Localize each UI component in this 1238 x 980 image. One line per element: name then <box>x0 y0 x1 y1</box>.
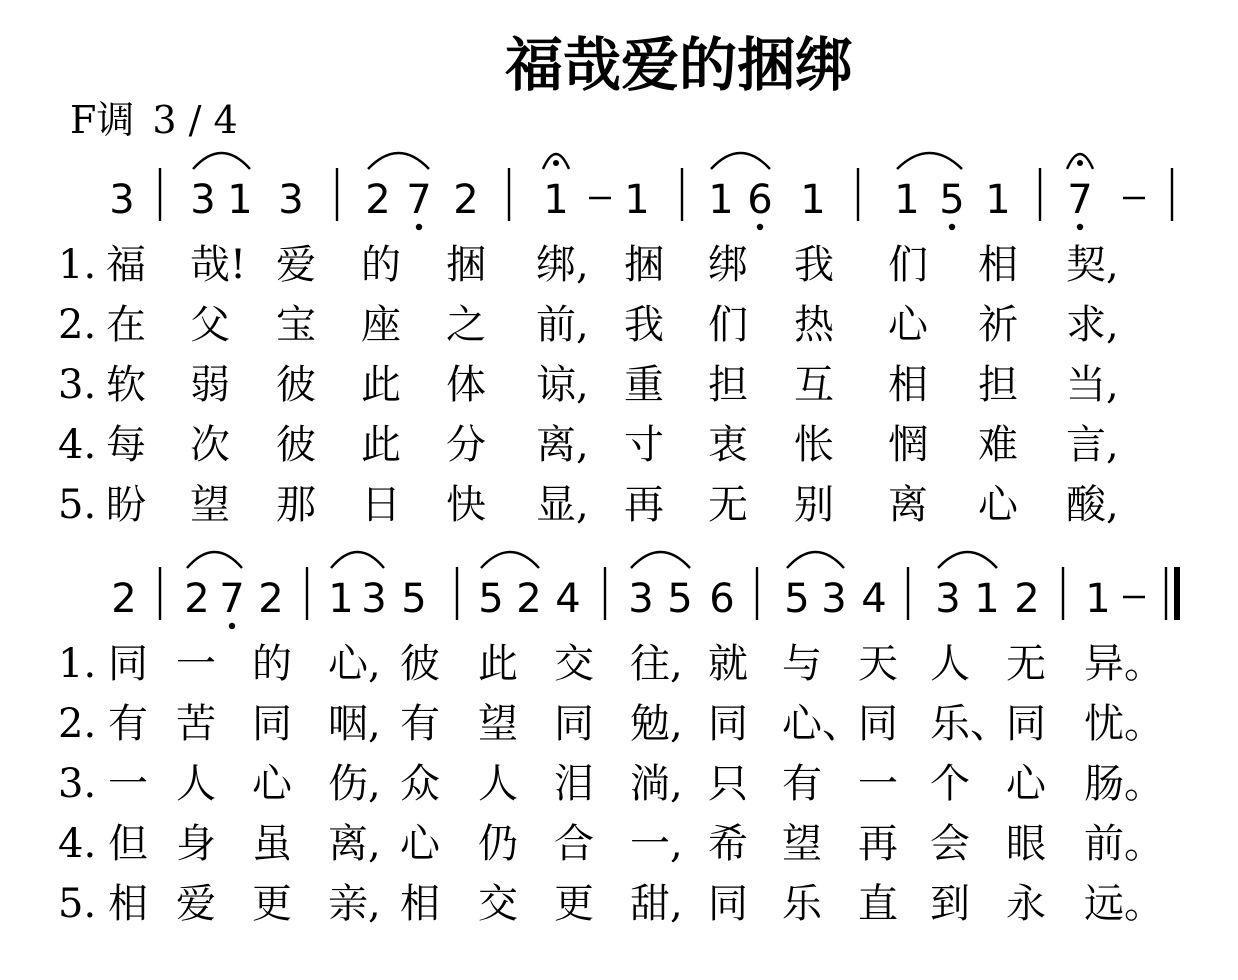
slur <box>331 552 384 568</box>
lyric-char: 望 <box>190 482 230 528</box>
slur <box>897 153 962 169</box>
lower-octave-dot <box>949 224 955 230</box>
lyric-char: 一 <box>176 641 216 687</box>
lyric-char: 同 <box>554 701 594 747</box>
note: 3 <box>821 576 847 622</box>
lyric-char: 伤, <box>328 761 381 807</box>
lyric-char: 有 <box>108 701 148 747</box>
lyric-char: 热 <box>794 302 834 348</box>
lyric-char: 捆 <box>624 242 664 288</box>
lyric-char: 忧。 <box>1084 701 1164 747</box>
lyric-char: 乐、 <box>930 701 1010 747</box>
note: 6 <box>747 177 773 223</box>
lyric-char: 相 <box>978 242 1018 288</box>
lyric-char: 言, <box>1066 422 1119 468</box>
lyric-char: 与 <box>782 641 822 687</box>
lyric-char: 人 <box>176 761 216 807</box>
verse-number: 2. <box>58 701 97 747</box>
lyric-char: 相 <box>400 881 440 927</box>
lyric-char: 相 <box>108 881 148 927</box>
lyric-char: 到 <box>930 881 970 927</box>
lyric-char: 相 <box>888 362 928 408</box>
lyric-char: 异。 <box>1084 641 1164 687</box>
verse-number: 3. <box>58 362 97 408</box>
lyric-char: 同 <box>1006 701 1046 747</box>
lower-octave-dot <box>229 623 235 629</box>
lyric-char: 只 <box>708 761 748 807</box>
lyric-char: 别 <box>794 482 834 528</box>
verse-number: 4. <box>58 422 97 468</box>
verse-number: 3. <box>58 761 97 807</box>
lyric-char: 们 <box>708 302 748 348</box>
lyric-char: 当, <box>1066 362 1119 408</box>
lyric-char: 心 <box>1006 761 1046 807</box>
lyric-char: 的 <box>361 242 401 288</box>
lyric-char: 祈 <box>978 302 1018 348</box>
verse-number: 1. <box>58 242 97 288</box>
lyric-char: 离 <box>888 482 928 528</box>
note: 1 <box>894 177 920 223</box>
lyric-char: 的 <box>252 641 292 687</box>
lyric-char: 但 <box>108 821 148 867</box>
lyric-char: 眼 <box>1006 821 1046 867</box>
slur <box>368 153 429 169</box>
slur <box>187 552 242 568</box>
lyric-char: 离, <box>328 821 381 867</box>
lyric-char: 有 <box>400 701 440 747</box>
lyric-char: 希 <box>708 821 748 867</box>
lyric-char: 前。 <box>1084 821 1164 867</box>
note: 4 <box>861 576 887 622</box>
lyric-char: 酸, <box>1066 482 1119 528</box>
lyric-char: 心、 <box>782 701 862 747</box>
verse-number: 1. <box>58 641 97 687</box>
lyric-char: 软 <box>106 362 146 408</box>
verse-number: 4. <box>58 821 97 867</box>
time-signature: 3 / 4 <box>152 98 238 142</box>
lyric-char: 日 <box>361 482 401 528</box>
lyric-char: 淌, <box>630 761 683 807</box>
lower-octave-dot <box>416 224 422 230</box>
lyric-char: 永 <box>1006 881 1046 927</box>
lyric-char: 泪 <box>554 761 594 807</box>
lyric-char: 弱 <box>190 362 230 408</box>
lyric-char: 心 <box>252 761 292 807</box>
lyric-char: 我 <box>624 302 664 348</box>
lyric-char: 体 <box>446 362 486 408</box>
note: 7 <box>1067 177 1093 223</box>
slur <box>711 153 770 169</box>
lyric-char: 勉, <box>630 701 683 747</box>
lyric-char: 之 <box>446 302 486 348</box>
lyric-char: 担 <box>708 362 748 408</box>
lyric-char: 虽 <box>252 821 292 867</box>
lyric-char: 天 <box>858 641 898 687</box>
lyric-char: 仍 <box>478 821 518 867</box>
note: 3 <box>628 576 654 622</box>
note: 2 <box>516 576 542 622</box>
note: 2 <box>365 177 391 223</box>
slur <box>938 552 997 568</box>
lyric-char: 有 <box>782 761 822 807</box>
slur <box>193 153 250 169</box>
lyric-char: 更 <box>554 881 594 927</box>
pickup-note: 2 <box>111 576 137 622</box>
note: 1 <box>227 177 253 223</box>
verse-number: 5. <box>58 881 97 927</box>
note: 3 <box>361 576 387 622</box>
pickup-note: 3 <box>109 177 135 223</box>
note: 6 <box>709 576 735 622</box>
lyric-char: 同 <box>108 641 148 687</box>
slur <box>481 552 539 568</box>
lyric-char: 再 <box>858 821 898 867</box>
lyric-char: 哉! <box>190 242 247 288</box>
lyric-char: 互 <box>794 362 834 408</box>
lyric-char: 众 <box>400 761 440 807</box>
lyric-char: 乐 <box>782 881 822 927</box>
lyric-char: 同 <box>858 701 898 747</box>
lyric-char: 心 <box>888 302 928 348</box>
note: 1 <box>1085 576 1111 622</box>
lyric-char: 那 <box>276 482 316 528</box>
note: 5 <box>478 576 504 622</box>
lyric-char: 我 <box>794 242 834 288</box>
lyric-char: 会 <box>930 821 970 867</box>
fermata-dot <box>553 160 559 166</box>
note: 3 <box>935 576 961 622</box>
note: 5 <box>784 576 810 622</box>
fermata-dot <box>1077 160 1083 166</box>
lyric-char: 身 <box>176 821 216 867</box>
lyric-char: 此 <box>361 422 401 468</box>
lyric-char: 离, <box>536 422 589 468</box>
lyric-char: 个 <box>930 761 970 807</box>
lyric-char: 合 <box>554 821 594 867</box>
lyric-char: 爱 <box>176 881 216 927</box>
lyric-char: 一 <box>108 761 148 807</box>
lyric-char: 在 <box>106 302 146 348</box>
lyric-char: 此 <box>478 641 518 687</box>
lyric-char: 人 <box>478 761 518 807</box>
note: 4 <box>555 576 581 622</box>
lyric-char: 分 <box>446 422 486 468</box>
lower-octave-dot <box>757 224 763 230</box>
lyric-char: 同 <box>708 701 748 747</box>
lyric-char: 契, <box>1066 242 1119 288</box>
slur <box>787 552 844 568</box>
note: 2 <box>184 576 210 622</box>
lyric-char: 心 <box>400 821 440 867</box>
lyric-char: 苦 <box>176 701 216 747</box>
lyric-char: 前, <box>536 302 589 348</box>
lyric-char: 远。 <box>1084 881 1164 927</box>
lyric-char: 谅, <box>536 362 589 408</box>
verse-number: 2. <box>58 302 97 348</box>
lyric-char: 寸 <box>624 422 664 468</box>
lyric-char: 每 <box>106 422 146 468</box>
lyric-char: 彼 <box>400 641 440 687</box>
lyric-char: 亲, <box>328 881 381 927</box>
note: 1 <box>543 177 569 223</box>
lyric-char: 同 <box>708 881 748 927</box>
lyric-char: 一, <box>630 821 683 867</box>
lyric-char: 宝 <box>276 302 316 348</box>
note: 2 <box>453 177 479 223</box>
slur <box>631 552 690 568</box>
song-title: 福哉爱的捆绑 <box>504 31 853 99</box>
lyric-char: 爱 <box>276 242 316 288</box>
lyric-char: 求, <box>1066 302 1119 348</box>
note: 3 <box>278 177 304 223</box>
lyric-char: 再 <box>624 482 664 528</box>
lyric-char: 望 <box>782 821 822 867</box>
verse-number: 5. <box>58 482 97 528</box>
lyric-char: 次 <box>190 422 230 468</box>
lyric-char: 咽, <box>328 701 381 747</box>
lyric-char: 彼 <box>276 362 316 408</box>
lyric-char: 同 <box>252 701 292 747</box>
note: 1 <box>328 576 354 622</box>
lyric-char: 父 <box>190 302 230 348</box>
lyric-char: 重 <box>624 362 664 408</box>
lyric-char: 衷 <box>708 422 748 468</box>
lyric-char: 惘 <box>888 422 928 468</box>
lyric-char: 座 <box>361 302 401 348</box>
note: 5 <box>401 576 427 622</box>
lyric-char: 难 <box>978 422 1018 468</box>
note: 1 <box>985 177 1011 223</box>
lyric-char: 显, <box>536 482 589 528</box>
lyric-char: 望 <box>478 701 518 747</box>
lyric-char: 担 <box>978 362 1018 408</box>
lyric-char: 一 <box>858 761 898 807</box>
lyric-char: 彼 <box>276 422 316 468</box>
note: 2 <box>1014 576 1040 622</box>
lyric-char: 无 <box>708 482 748 528</box>
note: 7 <box>219 576 245 622</box>
note: 1 <box>624 177 650 223</box>
lyric-char: 肠。 <box>1084 761 1164 807</box>
note: 7 <box>406 177 432 223</box>
lyric-char: 无 <box>1006 641 1046 687</box>
lyric-char: 人 <box>930 641 970 687</box>
lyric-char: 绑, <box>536 242 589 288</box>
note: 5 <box>939 177 965 223</box>
lyric-char: 绑 <box>708 242 748 288</box>
lyric-char: 心, <box>328 641 381 687</box>
lyric-char: 交 <box>554 641 594 687</box>
lyric-char: 甜, <box>630 881 683 927</box>
lyric-char: 往, <box>630 641 683 687</box>
lyric-char: 捆 <box>446 242 486 288</box>
note: 1 <box>974 576 1000 622</box>
note: 3 <box>190 177 216 223</box>
key-label: F调 <box>70 98 135 142</box>
lyric-char: 此 <box>361 362 401 408</box>
note: 1 <box>708 177 734 223</box>
lyric-char: 怅 <box>794 422 834 468</box>
note: 1 <box>800 177 826 223</box>
lyric-char: 就 <box>708 641 748 687</box>
note: 2 <box>258 576 284 622</box>
note: 5 <box>667 576 693 622</box>
lyric-char: 更 <box>252 881 292 927</box>
lyric-char: 们 <box>888 242 928 288</box>
lyric-char: 盼 <box>106 482 146 528</box>
lyric-char: 直 <box>858 881 898 927</box>
lyric-char: 交 <box>478 881 518 927</box>
lower-octave-dot <box>1077 224 1083 230</box>
lyric-char: 快 <box>446 482 486 528</box>
lyric-char: 心 <box>978 482 1018 528</box>
lyric-char: 福 <box>106 242 146 288</box>
